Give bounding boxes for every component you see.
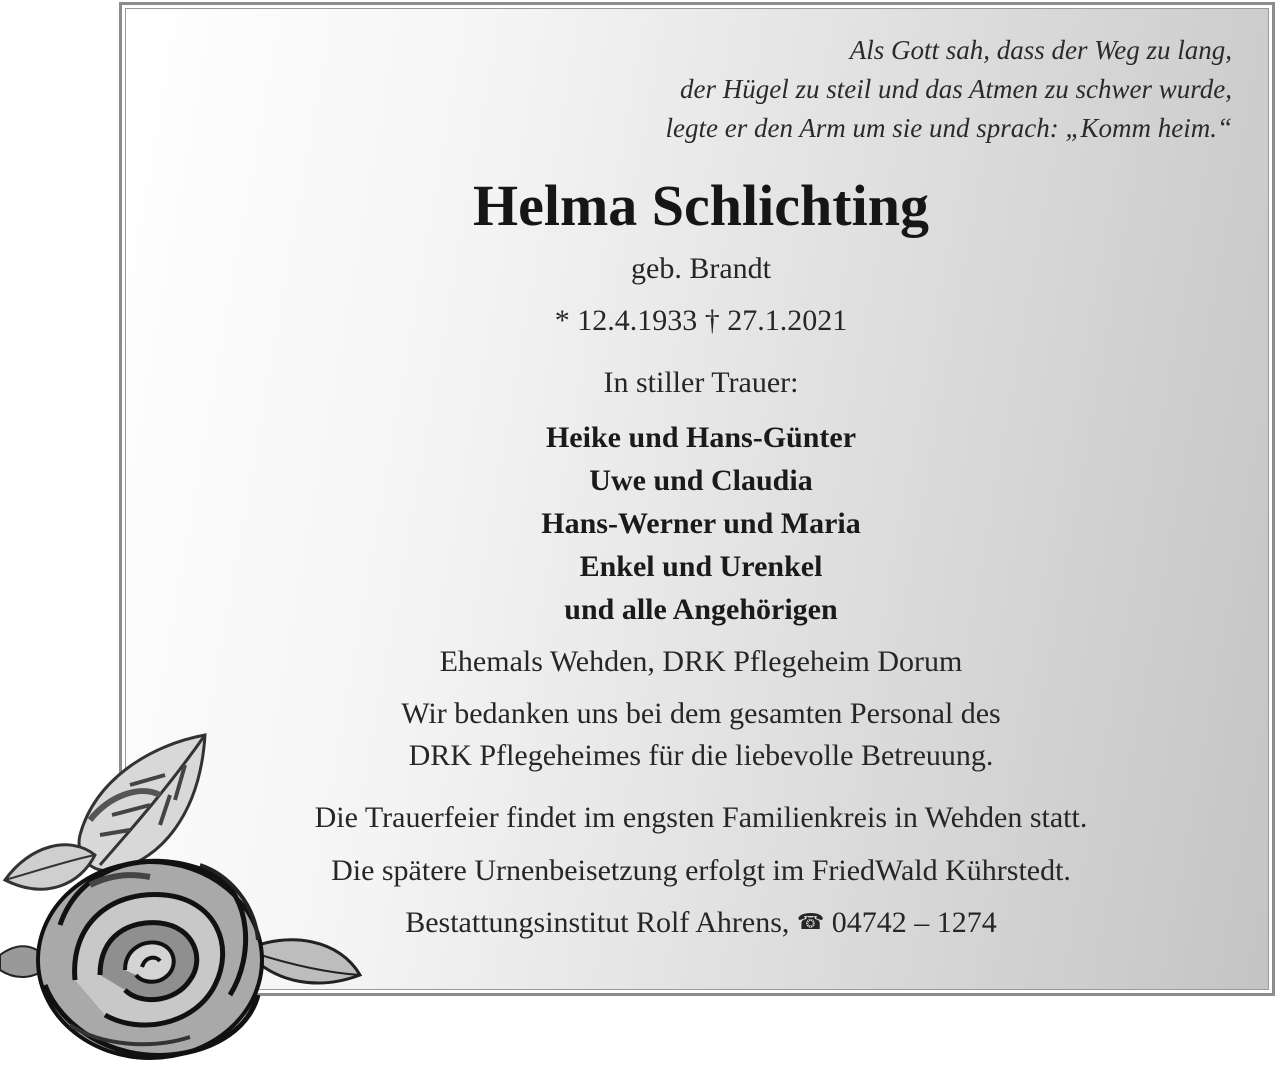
quote-line-1: Als Gott sah, dass der Weg zu lang, xyxy=(849,35,1232,65)
funeral-line-1: Die Trauerfeier findet im engsten Familienkreis in Wehden statt. xyxy=(314,801,1088,834)
phone-icon: ☎ xyxy=(796,909,825,934)
mourner-item: Enkel und Urenkel xyxy=(579,550,823,583)
mourners-list xyxy=(125,416,1277,631)
poem-quote xyxy=(666,31,1232,148)
undertaker-name: Bestattungsinstitut Rolf Ahrens, xyxy=(405,906,790,939)
birth-name: geb. Brandt xyxy=(631,252,771,285)
mourner-item: Heike und Hans-Günter xyxy=(545,421,857,454)
quote-line-2: der Hügel zu steil und das Atmen zu schwer wurde, xyxy=(680,74,1232,104)
residence: Ehemals Wehden, DRK Pflegeheim Dorum xyxy=(439,645,963,678)
mourner-item: und alle Angehörigen xyxy=(564,593,838,626)
rose-icon xyxy=(0,725,380,1067)
thanks-line-2: DRK Pflegeheimes für die liebevolle Betreuung. xyxy=(408,739,994,772)
mourning-intro: In stiller Trauer: xyxy=(603,366,799,399)
deceased-name: Helma Schlichting xyxy=(473,173,929,238)
mourner-item: Uwe und Claudia xyxy=(589,464,813,497)
undertaker-phone: 04742 – 1274 xyxy=(831,906,997,939)
thanks-line-1: Wir bedanken uns bei dem gesamten Personal des xyxy=(401,697,1001,730)
quote-line-3: legte er den Arm um sie und sprach: „Komm heim.“ xyxy=(665,113,1232,143)
funeral-line-2: Die spätere Urnenbeisetzung erfolgt im FriedWald Kührstedt. xyxy=(331,854,1071,887)
mourner-item: Hans-Werner und Maria xyxy=(541,507,861,540)
life-dates: * 12.4.1933 † 27.1.2021 xyxy=(554,304,848,337)
